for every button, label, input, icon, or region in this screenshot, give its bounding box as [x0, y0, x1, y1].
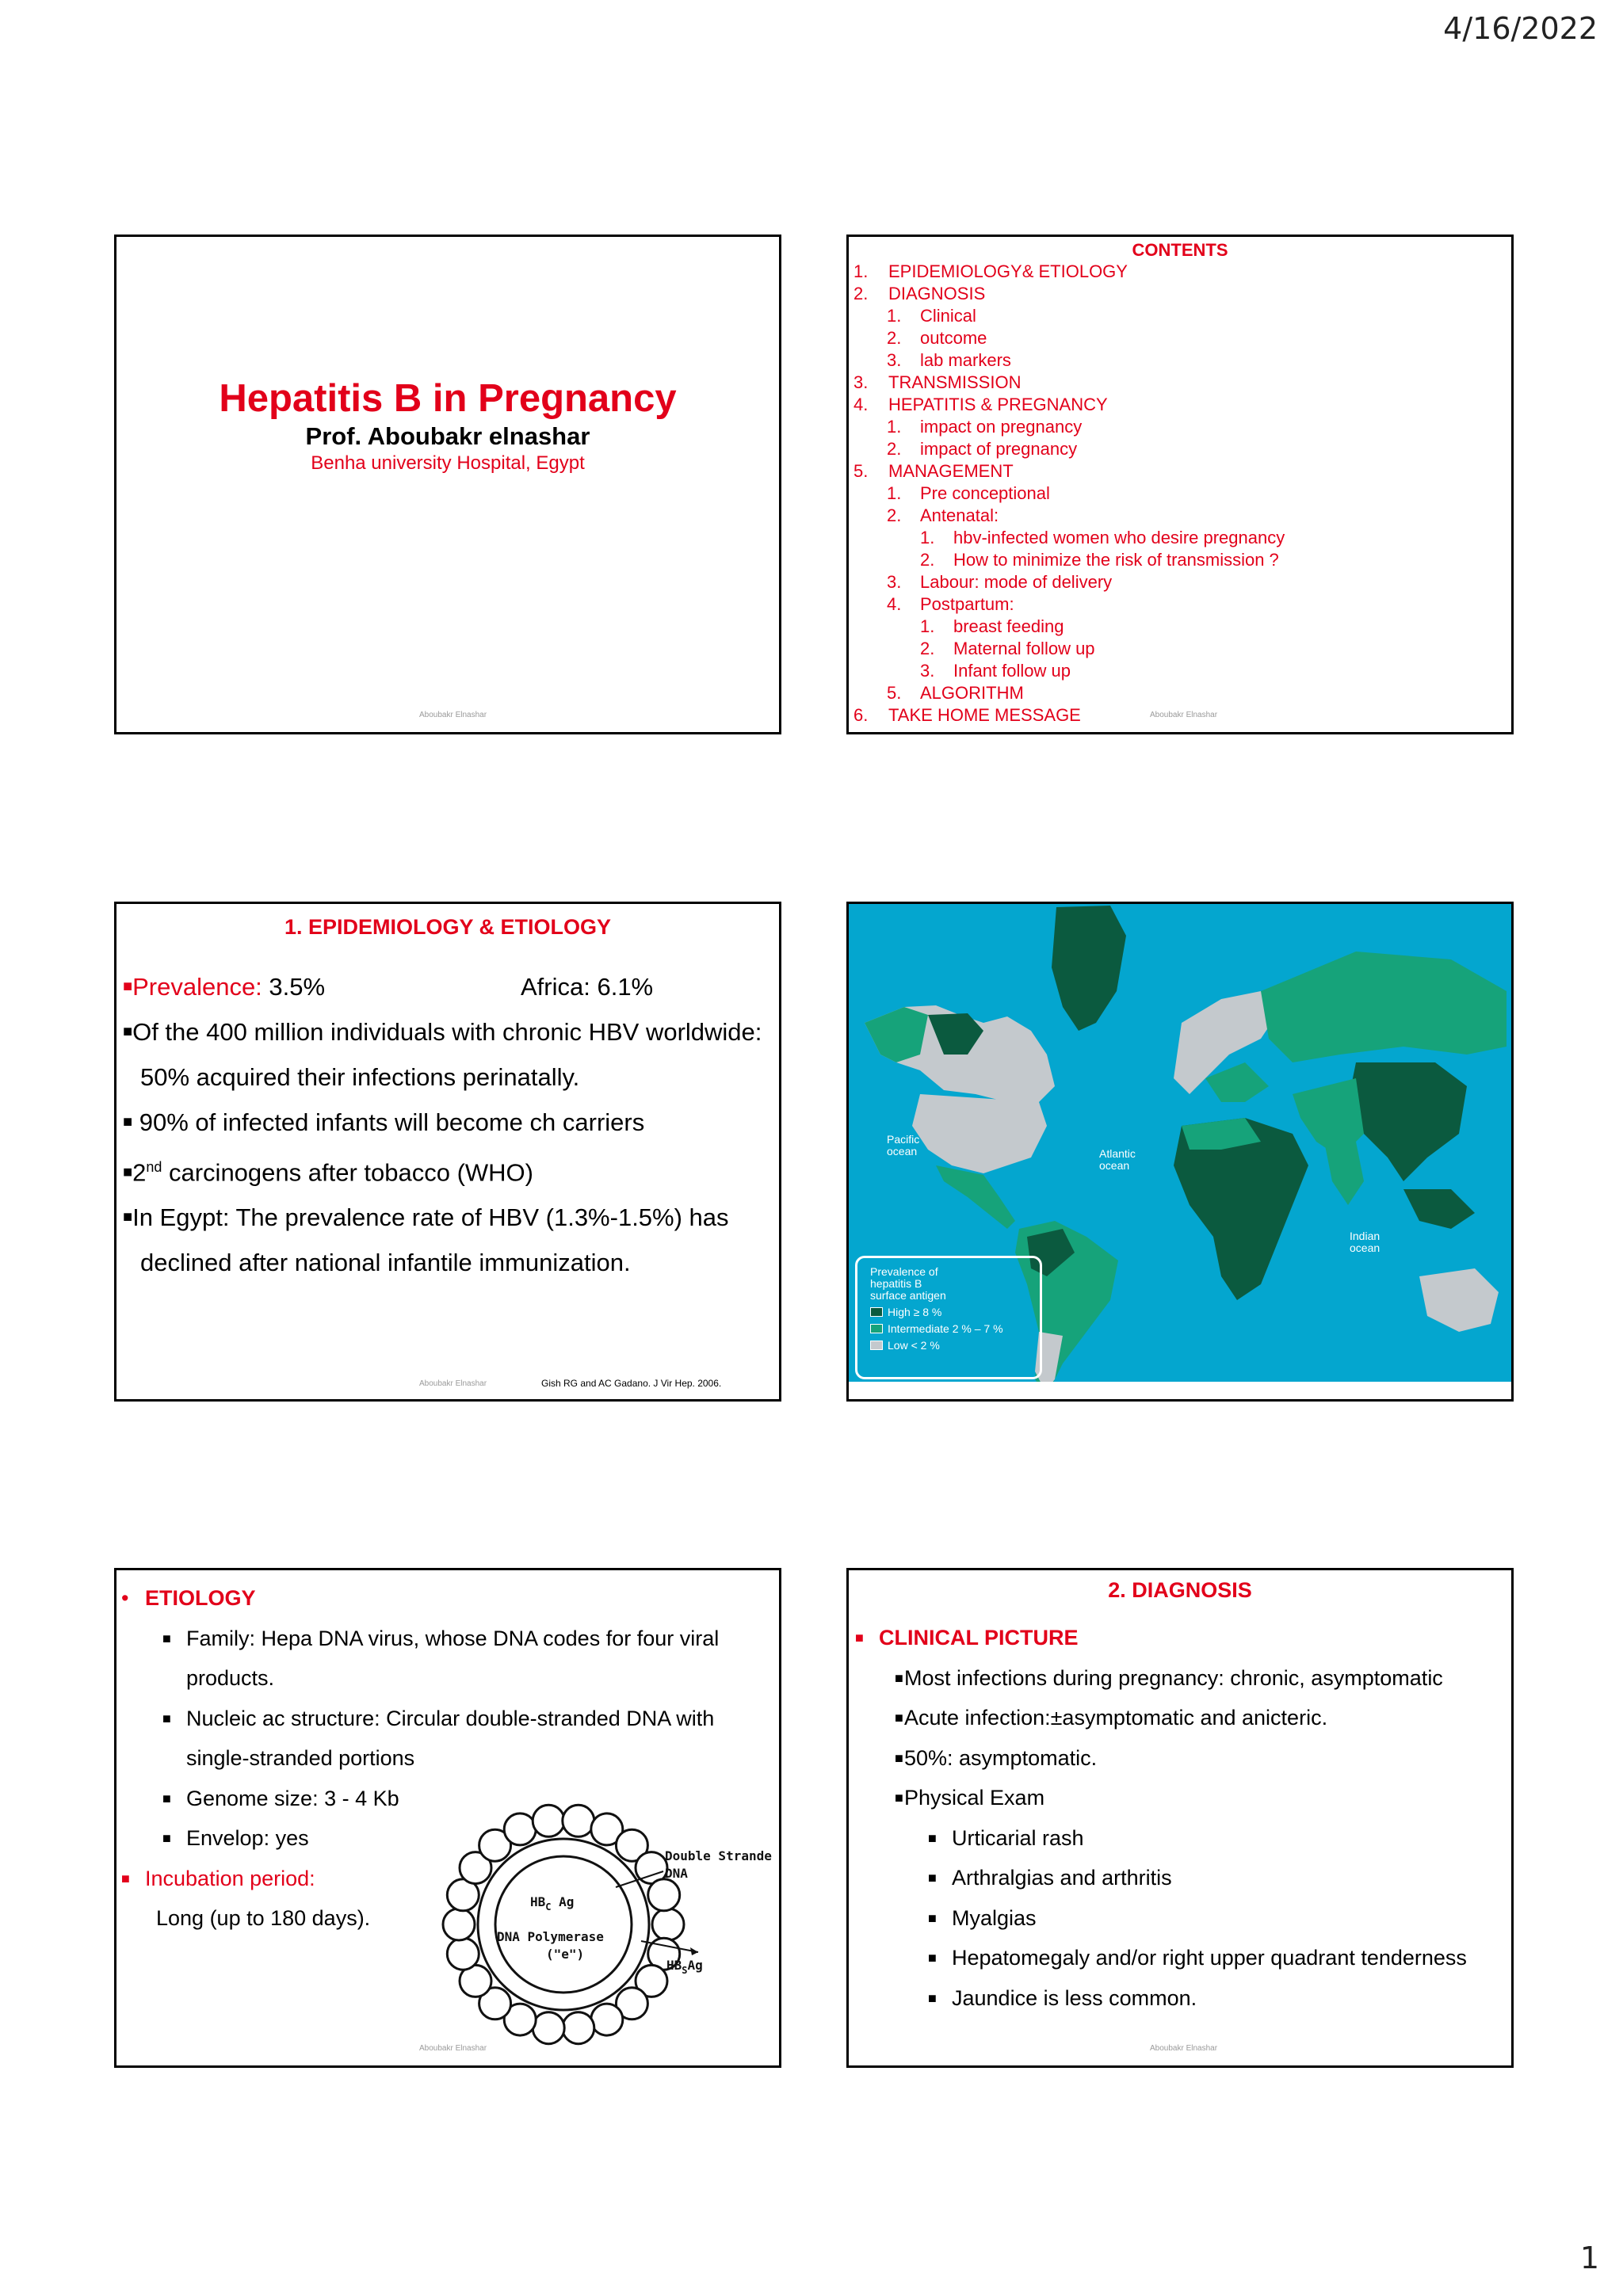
contents-item [854, 394, 1285, 416]
bullet-square: ■ [123, 1113, 133, 1131]
etiology-heading-row [121, 1578, 773, 1619]
contents-item-label: TAKE HOME MESSAGE [888, 705, 1081, 725]
bullet-square: ■ [162, 1830, 171, 1846]
immunization-line: declined after national infantile immunization. [140, 1249, 631, 1277]
incubation-value: Long (up to 180 days). [156, 1906, 371, 1930]
slide-contents [846, 235, 1514, 734]
exam-item [855, 1978, 1507, 2019]
legend-label: Low < 2 % [888, 1339, 940, 1352]
contents-item [854, 372, 1285, 394]
contents-item [854, 460, 1285, 482]
title-block [116, 376, 779, 475]
genome-text: Genome size: 3 - 4 Kb [186, 1786, 399, 1810]
dna-polymerase-label: DNA Polymerase [497, 1929, 604, 1944]
contents-item-number: 1. [887, 483, 902, 503]
exam-item [855, 1858, 1507, 1898]
bullet-square: ■ [895, 1749, 903, 1766]
contents-item-number: 3. [887, 572, 902, 592]
contents-item-number: 2. [920, 639, 935, 658]
family-continued: products. [186, 1666, 275, 1690]
clinical-picture-row [855, 1618, 1507, 1658]
pacific-label-line: Pacific [887, 1133, 920, 1146]
contents-item-label: EPIDEMIOLOGY& ETIOLOGY [888, 261, 1128, 281]
page-number: 1 [1579, 2241, 1599, 2275]
contents-item-label: hbv-infected women who desire pregnancy [953, 528, 1285, 547]
legend-item-intermediate [870, 1322, 1027, 1335]
slide-heading: 2. DIAGNOSIS [1108, 1578, 1252, 1602]
contents-item-label: Clinical [920, 306, 976, 326]
contents-item [854, 527, 1285, 549]
bullet-square: ■ [895, 1669, 903, 1686]
incubation-label: Incubation period: [145, 1866, 315, 1890]
contents-item-number: 4. [854, 395, 869, 414]
hbv-virus-diagram [411, 1786, 781, 2067]
contents-item-label: TRANSMISSION [888, 372, 1022, 392]
exam-item-text: Urticarial rash [952, 1825, 1084, 1850]
contents-item [854, 549, 1285, 571]
contents-item [854, 704, 1285, 727]
legend-title-line: Prevalence of [870, 1265, 938, 1278]
contents-item [854, 505, 1285, 527]
surface-antigen-bead [563, 2012, 594, 2044]
legend-item-low [870, 1339, 1027, 1352]
contents-item-number: 5. [854, 461, 869, 481]
contents-item-label: MANAGEMENT [888, 461, 1014, 481]
legend-label: High ≥ 8 % [888, 1306, 942, 1318]
nucleic-text: Nucleic ac structure: Circular double-stranded DNA with [186, 1706, 715, 1730]
prevalence-label: Prevalence: [132, 973, 262, 1001]
prevalence-line [123, 964, 774, 1009]
slide-footer-author: Aboubakr Elnashar [419, 2044, 487, 2053]
atlantic-label-line: ocean [1099, 1159, 1130, 1172]
bullet-square: ■ [928, 1909, 937, 1926]
hbcag-label: $HB_C$ Ag [530, 1894, 575, 1913]
contents-item-number: 1. [920, 528, 935, 547]
contents-item [854, 660, 1285, 682]
contents-item-number: 5. [887, 683, 902, 703]
legend-title-line: hepatitis B [870, 1277, 922, 1290]
contents-item-label: HEPATITIS & PREGNANCY [888, 395, 1108, 414]
contents-item [854, 438, 1285, 460]
contents-item [854, 638, 1285, 660]
atlantic-label [1099, 1148, 1136, 1172]
carrier-line [123, 1100, 774, 1145]
contents-item-label: Postpartum: [920, 594, 1014, 614]
bullet-square: ■ [121, 1870, 130, 1886]
egypt-text: In Egypt: The prevalence rate of HBV (1.3%-1.5%) has [132, 1203, 729, 1232]
diagnosis-item [855, 1658, 1507, 1699]
double-stranded-label: Double Strande [665, 1848, 772, 1863]
slide-footer-author: Aboubakr Elnashar [419, 711, 487, 719]
contents-item-label: Antenatal: [920, 505, 999, 525]
surface-antigen-beads [443, 1805, 684, 2043]
affiliation: Benha university Hospital, Egypt [311, 452, 585, 474]
contents-item-label: DIAGNOSIS [888, 284, 986, 303]
exam-item-text: Myalgias [952, 1905, 1037, 1930]
slide-footer-author: Aboubakr Elnashar [1150, 711, 1218, 719]
pacific-label [887, 1134, 919, 1158]
exam-item-text: Hepatomegaly and/or right upper quadrant tenderness [952, 1946, 1467, 1970]
legend-swatch [870, 1324, 883, 1333]
bullet-square: ■ [162, 1630, 171, 1646]
bullet-square: ■ [928, 1870, 937, 1886]
contents-item-label: impact of pregnancy [920, 439, 1078, 459]
contents-item-number: 2. [887, 328, 902, 348]
contents-item-label: Pre conceptional [920, 483, 1050, 503]
pacific-label-line: ocean [887, 1145, 918, 1158]
egypt-line [123, 1195, 774, 1240]
contents-item-number: 6. [854, 705, 869, 725]
virus-outer-membrane [478, 1839, 649, 2010]
bullet-dot: • [121, 1586, 129, 1610]
africa-prevalence: Africa: 6.1% [521, 973, 654, 1001]
bullet-square: ■ [895, 1790, 903, 1806]
contents-item-number: 2. [920, 550, 935, 570]
epidemiology-body [123, 964, 774, 1285]
prevalence-value: 3.5% [262, 973, 326, 1001]
e-antigen-label: ("e") [546, 1947, 585, 1962]
surface-antigen-bead [563, 1805, 594, 1836]
slide-footer-author: Aboubakr Elnashar [419, 1379, 487, 1388]
legend-label: Intermediate 2 % – 7 % [888, 1322, 1003, 1335]
slide-title [114, 235, 781, 734]
contents-item-number: 1. [920, 616, 935, 636]
bullet-square: ■ [123, 1163, 133, 1181]
contents-item [854, 593, 1285, 616]
map-bottom-border [849, 1382, 1511, 1399]
contents-item [854, 616, 1285, 638]
family-row [121, 1619, 773, 1659]
contents-item-label: lab markers [920, 350, 1011, 370]
exam-item-text: Jaundice is less common. [952, 1985, 1197, 2010]
contents-item-label: How to minimize the risk of transmission ? [953, 550, 1279, 570]
bullet-square: ■ [928, 1989, 937, 2006]
bullet-square: ■ [162, 1790, 171, 1806]
contents-item [854, 571, 1285, 593]
bullet-square: ■ [895, 1710, 903, 1726]
carcinogen-suffix: nd [146, 1159, 162, 1175]
contents-item [854, 327, 1285, 349]
indian-label-line: Indian [1350, 1230, 1381, 1242]
surface-antigen-bead [533, 2012, 564, 2044]
exam-item [855, 1898, 1507, 1939]
author-name: Prof. Aboubakr elnashar [305, 422, 590, 450]
contents-item-number: 3. [854, 372, 869, 392]
surface-antigen-bead [447, 1938, 479, 1970]
contents-item-label: outcome [920, 328, 987, 348]
contents-list [854, 261, 1285, 727]
contents-item [854, 682, 1285, 704]
legend-swatch [870, 1341, 883, 1350]
contents-item-label: impact on pregnancy [920, 417, 1083, 437]
legend-title-line: surface antigen [870, 1289, 946, 1302]
diagnosis-item-text: Most infections during pregnancy: chronic, asymptomatic [904, 1665, 1443, 1690]
contents-item-label: Labour: mode of delivery [920, 572, 1113, 592]
contents-item [854, 349, 1285, 372]
slide-heading: 1. EPIDEMIOLOGY & ETIOLOGY [284, 915, 612, 939]
contents-item-number: 2. [887, 505, 902, 525]
indian-label-line: ocean [1350, 1241, 1381, 1254]
legend-swatch [870, 1307, 883, 1317]
surface-antigen-bead [652, 1909, 684, 1940]
diagnosis-item-text: 50%: asymptomatic. [904, 1745, 1098, 1770]
diagnosis-item [855, 1738, 1507, 1779]
world-prevalence-map [849, 904, 1511, 1399]
contents-item [854, 261, 1285, 283]
reference-citation: Gish RG and AC Gadano. J Vir Hep. 2006. [541, 1378, 722, 1389]
family-text: Family: Hepa DNA virus, whose DNA codes for four viral [186, 1626, 720, 1650]
contents-item-number: 4. [887, 594, 902, 614]
indian-label [1350, 1230, 1380, 1254]
bullet-square: ■ [123, 1023, 133, 1040]
diagnosis-item-text: Physical Exam [904, 1786, 1045, 1810]
etiology-heading: ETIOLOGY [145, 1586, 256, 1610]
diagnosis-item [855, 1778, 1507, 1818]
contents-item [854, 305, 1285, 327]
carrier-text: 90% of infected infants will become ch carriers [132, 1108, 645, 1136]
surface-antigen-bead [648, 1879, 680, 1911]
surface-antigen-bead [591, 2004, 623, 2035]
hbsag-label: $HB_SAg$ [666, 1958, 703, 1976]
surface-antigen-bead [443, 1909, 475, 1940]
surface-antigen-bead [533, 1805, 564, 1836]
carcinogen-text: carcinogens after tobacco (WHO) [162, 1158, 533, 1187]
legend-item-high [870, 1306, 1027, 1318]
carcinogen-line [123, 1145, 774, 1195]
carcinogen-rank: 2 [132, 1158, 147, 1187]
contents-item-number: 2. [854, 284, 869, 303]
bullet-square: ■ [928, 1829, 937, 1846]
bullet-square: ■ [928, 1950, 937, 1966]
slide-epidemiology [114, 902, 781, 1402]
envelop-text: Envelop: yes [186, 1826, 309, 1850]
presentation-title: Hepatitis B in Pregnancy [219, 377, 677, 420]
contents-item [854, 283, 1285, 305]
diagnosis-item-text: Acute infection:±asymptomatic and anicteric. [904, 1706, 1328, 1730]
bullet-square: ■ [855, 1630, 864, 1646]
contents-item-label: breast feeding [953, 616, 1064, 636]
perinatal-line: 50% acquired their infections perinatally. [140, 1063, 580, 1091]
atlantic-label-line: Atlantic [1099, 1147, 1136, 1160]
contents-item-number: 3. [920, 661, 935, 681]
chronic-text: Of the 400 million individuals with chronic HBV worldwide: [132, 1018, 762, 1046]
exam-item-text: Arthralgias and arthritis [952, 1866, 1172, 1890]
slide-footer-author: Aboubakr Elnashar [1150, 2044, 1218, 2053]
nucleic-continued: single-stranded portions [186, 1746, 415, 1770]
slide-world-map [846, 902, 1514, 1402]
nucleic-row [121, 1699, 773, 1739]
contents-item-number: 1. [887, 306, 902, 326]
diagnosis-body [855, 1618, 1507, 2018]
page-date: 4/16/2022 [1443, 11, 1598, 46]
contents-item [854, 482, 1285, 505]
contents-item-number: 1. [887, 417, 902, 437]
contents-item-label: Infant follow up [953, 661, 1071, 681]
clinical-picture-heading: CLINICAL PICTURE [879, 1626, 1079, 1650]
map-legend [855, 1256, 1042, 1379]
contents-item-number: 2. [887, 439, 902, 459]
bullet-square: ■ [162, 1710, 171, 1726]
contents-heading: CONTENTS [1132, 240, 1228, 260]
exam-item [855, 1938, 1507, 1978]
virus-inner-capsid [495, 1856, 632, 1993]
chronic-line [123, 1009, 774, 1055]
diagnosis-item [855, 1698, 1507, 1738]
contents-item-number: 1. [854, 261, 869, 281]
contents-item [854, 416, 1285, 438]
surface-antigen-bead [504, 1814, 536, 1845]
slide-diagnosis [846, 1568, 1514, 2068]
dna-label: DNA [665, 1866, 688, 1881]
contents-item-number: 3. [887, 350, 902, 370]
slide-etiology [114, 1568, 781, 2068]
contents-item-label: Maternal follow up [953, 639, 1095, 658]
contents-item-label: ALGORITHM [920, 683, 1024, 703]
bullet-square: ■ [123, 1208, 133, 1226]
bullet-square: ■ [123, 978, 133, 995]
exam-item [855, 1818, 1507, 1859]
